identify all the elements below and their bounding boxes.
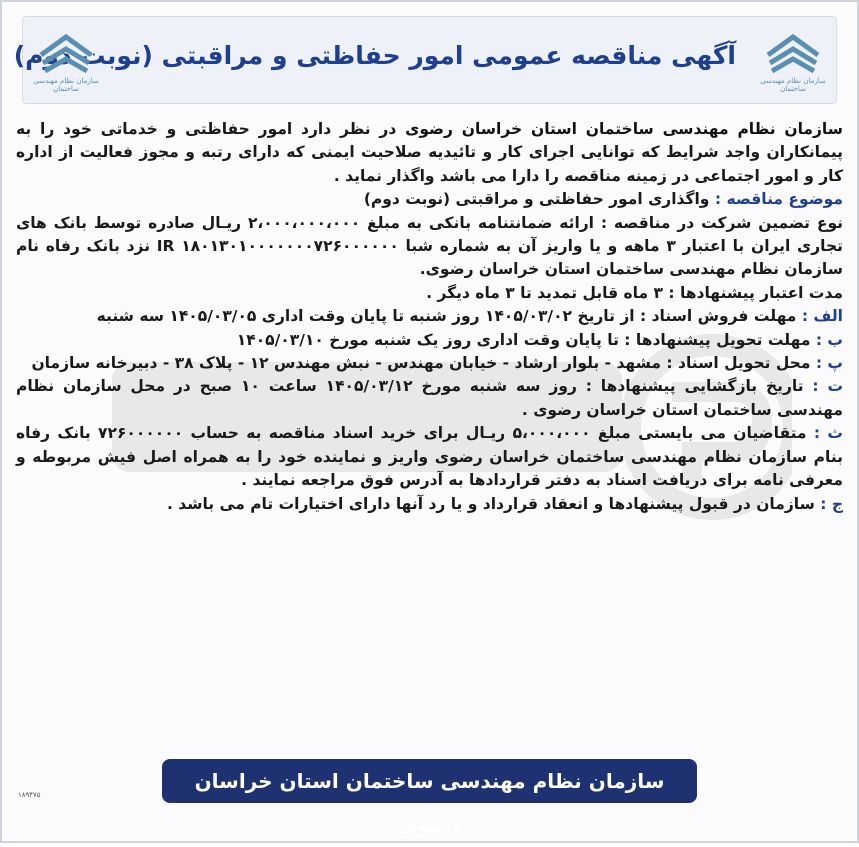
item-p [16, 352, 843, 375]
subject-line [16, 188, 843, 211]
item-th-text: متقاضیان می بایستی مبلغ ۵،۰۰۰،۰۰۰ ریـال برای خرید اسناد مناقصه به حساب ۷۲۶۰۰۰۰۰۰ بانک رفاه بنام سازمان نظام مهندسی ساختمان خراسان رضوی واریز و نماینده خود را به همراه اصل فیش مربوطه و معرفی نامه برای دریافت اسناد به دفتر قراردادها به آدرس فوق مراجعه نمایند . [16, 424, 843, 490]
organization-logo-icon [758, 31, 828, 93]
item-j [16, 493, 843, 516]
intro-text: در نظر دارد امور حفاظتی و خدماتی خود را به پیمانکاران واجد شرایط که توانایی اجرای کار و تائیدیه صلاحیت ایمنی که دارای رتبه و مجوز فعالیت از اداره کار و امور اجتماعی در زمینه مناقصه را دارا می باشد واگذار نماید . [16, 120, 843, 185]
organization-name: سازمان نظام مهندسی ساختمان استان خراسان رضوی [405, 120, 843, 138]
notice-title: آگهی مناقصه عمومی امور حفاظتی و مراقبتی (نوبت دوم) [13, 41, 736, 70]
item-th [16, 422, 843, 492]
item-j-text: سازمان در قبول پیشنهادها و انعقاد قرارداد و یا رد آنها دارای اختیارات تام می باشد . [167, 494, 821, 513]
item-b-text: مهلت تحویل پیشنهادها : تا پایان وقت اداری روز یک شنبه مورخ ۱۴۰۵/۰۳/۱۰ [236, 330, 816, 349]
item-th-label: ث : [813, 424, 843, 443]
item-b [16, 329, 843, 352]
organization-logo-icon [31, 31, 101, 93]
item-p-label: پ : [815, 354, 843, 373]
logo-caption: سازمان نظام مهندسی ساختمان [760, 77, 826, 93]
guarantee-paragraph: نوع تضمین شرکت در مناقصه : ارائه ضمانتنامه بانکی به مبلغ ۲،۰۰۰،۰۰۰،۰۰۰ ریـال صادره توسط بانک های تجاری ایران با اعتبار ۳ ماهه و یا واریز آن به شماره شبا ۱۸۰۱۳۰۱۰۰۰۰۰۰۰۷۲۶۰۰۰۰۰۰ IR نزد بانک رفاه نام سازمان نظام مهندسی ساختمان استان خراسان رضوی. [16, 213, 843, 279]
item-b-label: ب : [815, 330, 843, 349]
item-a-label: الف : [801, 307, 843, 326]
intro-paragraph [16, 118, 843, 188]
item-t [16, 375, 843, 422]
logo-caption: سازمان نظام مهندسی ساختمان [33, 77, 99, 93]
item-a-text: مهلت فروش اسناد : از تاریخ ۱۴۰۵/۰۳/۰۲ روز شنبه تا پایان وقت اداری ۱۴۰۵/۰۳/۰۵ سه شنبه [96, 307, 802, 326]
item-a [16, 305, 843, 328]
subject-label: موضوع مناقصه : [714, 190, 843, 209]
notice-header [13, 16, 837, 104]
notice-code: ۱۸۹۴۷۵ [18, 791, 41, 799]
item-t-text: تاریخ بازگشایی پیشنهادها : روز سه شنبه مورخ ۱۴۰۵/۰۳/۱۲ ساعت ۱۰ صبح در محل سازمان نظام مهندسی ساختمان استان خراسان رضوی . [16, 377, 843, 419]
validity-line: مدت اعتبار پیشنهادها : ۳ ماه قابل تمدید تا ۳ ماه دیگر . [426, 283, 843, 302]
item-p-text: محل تحویل اسناد : مشهد - بلوار ارشاد - خیابان مهندس - نبش مهندس ۱۲ - پلاک ۳۸ - دبیرخانه سازمان [31, 354, 816, 373]
subject-text: واگذاری امور حفاظتی و مراقبتی (نوبت دوم) [363, 190, 715, 209]
item-j-label: ج : [820, 494, 843, 513]
item-t-label: ت : [812, 377, 844, 396]
notice-body [16, 118, 843, 516]
footer-banner: سازمان نظام مهندسی ساختمان استان خراسان رضوی [162, 759, 697, 803]
